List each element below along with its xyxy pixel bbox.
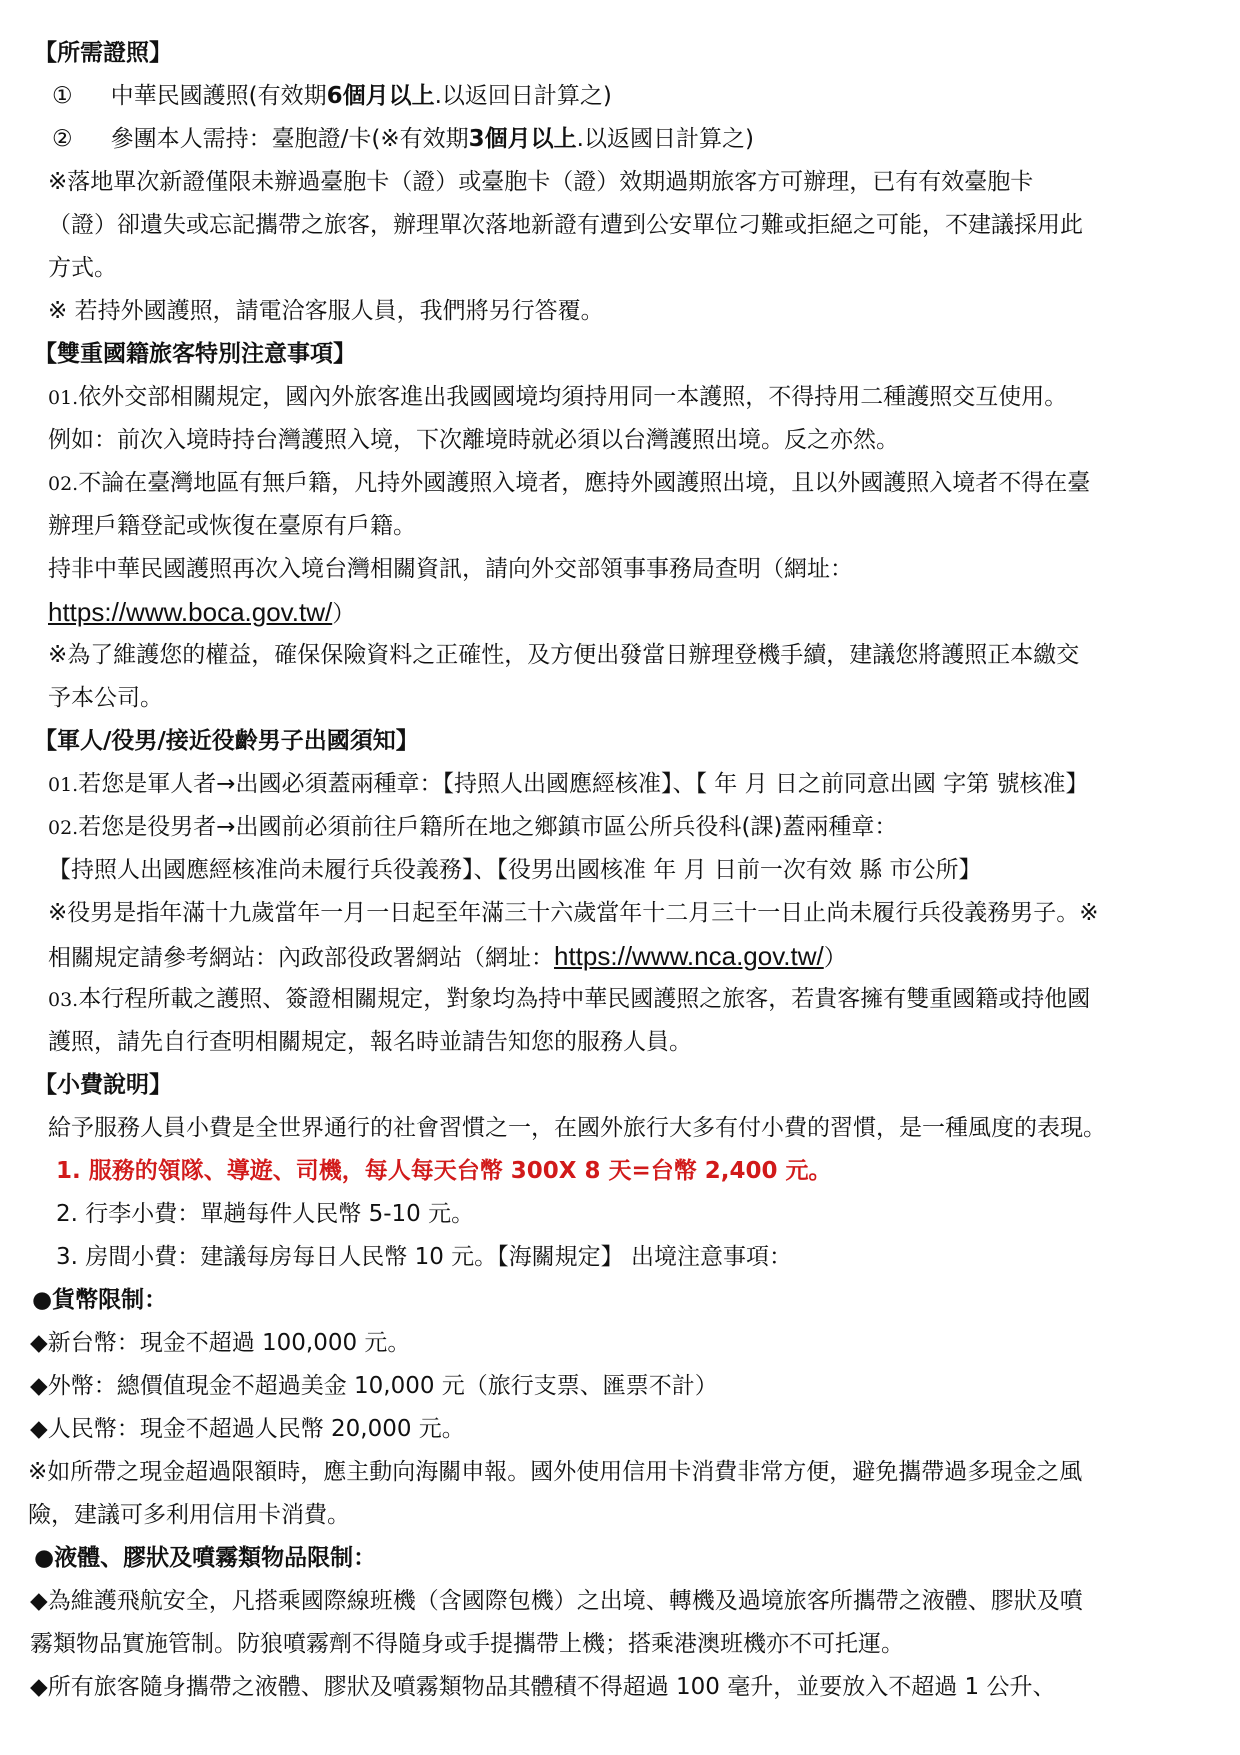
- nca-label: 相關規定請參考網站：內政部役政署網站（網址：: [48, 945, 554, 971]
- currency-foreign: ◆外幣：總價值現金不超過美金 10,000 元（旅行支票、匯票不計）: [30, 1373, 718, 1399]
- military-item-3-cont: 護照，請先自行查明相關規定，報名時並請告知您的服務人員。: [48, 1029, 692, 1055]
- boca-url-line: [48, 597, 355, 629]
- list-item-passport: [52, 81, 612, 111]
- nca-link[interactable]: https://www.nca.gov.tw/: [554, 941, 824, 971]
- item-number: 02.: [48, 473, 79, 495]
- tips-item-room: 3. 房間小費：建議每房每日人民幣 10 元。【海關規定】 出境注意事項：: [56, 1244, 792, 1270]
- liquids-volume-rule: ◆所有旅客隨身攜帶之液體、膠狀及噴霧類物品其體積不得超過 100 毫升，並要放入不超過 1 公升、: [30, 1674, 1056, 1700]
- nca-url-line: [48, 941, 847, 973]
- liquids-rule: ◆為維護飛航安全，凡搭乘國際線班機（含國際包機）之出境、轉機及過境旅客所攜帶之液體、膠狀及噴: [30, 1588, 1083, 1614]
- item-text: 依外交部相關規定，國內外旅客進出我國國境均須持用同一本護照，不得持用二種護照交互使用。: [78, 384, 1068, 410]
- section-title-required-docs: 【所需證照】: [34, 40, 172, 66]
- military-item-1: [48, 769, 1089, 800]
- taibao-text-end: .以返國日計算之): [576, 126, 754, 152]
- item-text: 本行程所載之護照、簽證相關規定，對象均為持中華民國護照之旅客，若貴客擁有雙重國籍或持他國: [78, 986, 1091, 1012]
- note-line: 方式。: [48, 255, 117, 281]
- item-text: 若您是軍人者→出國必須蓋兩種章：【持照人出國應經核准】、【 年 月 日之前同意出國 字第 號核准】: [78, 771, 1089, 797]
- currency-twd: ◆新台幣：現金不超過 100,000 元。: [30, 1330, 411, 1356]
- military-item-2: [48, 812, 897, 843]
- currency-note: ※如所帶之現金超過限額時，應主動向海關申報。國外使用信用卡消費非常方便，避免攜帶過多現金之風: [28, 1459, 1083, 1485]
- dual-example: 例如：前次入境時持台灣護照入境，下次離境時就必須以台灣護照出境。反之亦然。: [48, 427, 899, 453]
- dual-item-2-cont: 辦理戶籍登記或恢復在臺原有戶籍。: [48, 513, 416, 539]
- tips-item-luggage: 2. 行李小費：單趟每件人民幣 5-10 元。: [56, 1201, 475, 1227]
- boca-link[interactable]: https://www.boca.gov.tw/: [48, 597, 333, 627]
- currency-rmb: ◆人民幣：現金不超過人民幣 20,000 元。: [30, 1416, 465, 1442]
- section-title-military: 【軍人/役男/接近役齡男子出國須知】: [34, 728, 419, 754]
- list-item-taibao: [52, 124, 754, 154]
- taibao-validity: 3個月以上: [468, 126, 577, 152]
- passport-text-end: .以返回日計算之): [434, 83, 612, 109]
- section-title-dual-nationality: 【雙重國籍旅客特別注意事項】: [34, 341, 356, 367]
- section-title-tips: 【小費說明】: [34, 1072, 172, 1098]
- item-number: 01.: [48, 774, 79, 796]
- passport-text: 中華民國護照(有效期: [110, 83, 327, 109]
- paren-close: ）: [332, 601, 356, 627]
- note-line: （證）卻遺失或忘記攜帶之旅客，辦理單次落地新證有遭到公安單位刁難或拒絕之可能，不建議採用此: [48, 212, 1083, 238]
- military-definition: ※役男是指年滿十九歲當年一月一日起至年滿三十六歲當年十二月三十一日止尚未履行兵役義務男子。※: [48, 900, 1099, 926]
- circled-number-2: ②: [52, 126, 73, 152]
- dual-item-2: [48, 468, 1090, 499]
- item-number: 03.: [48, 989, 79, 1011]
- tips-item-guide: 1. 服務的領隊、導遊、司機，每人每天台幣 300X 8 天=台幣 2,400 元。: [56, 1158, 832, 1184]
- military-item-3: [48, 984, 1090, 1015]
- dual-item-1: [48, 382, 1067, 413]
- insurance-note: ※為了維護您的權益，確保保險資料之正確性，及方便出發當日辦理登機手續，建議您將護照正本繳交: [48, 642, 1080, 668]
- circled-number-1: ①: [52, 83, 73, 109]
- item-text: 若您是役男者→出國前必須前往戶籍所在地之鄉鎮市區公所兵役科(課)蓋兩種章：: [78, 814, 898, 840]
- item-number: 01.: [48, 387, 79, 409]
- paren-close: ）: [823, 945, 847, 971]
- tips-intro: 給予服務人員小費是全世界通行的社會習慣之一，在國外旅行大多有付小費的習慣，是一種風度的表現。: [48, 1115, 1106, 1141]
- section-title-liquids: ●液體、膠狀及噴霧類物品限制：: [34, 1545, 377, 1571]
- passport-validity: 6個月以上: [326, 83, 435, 109]
- taibao-text: 參團本人需持：臺胞證/卡(※有效期: [110, 126, 469, 152]
- item-text: 不論在臺灣地區有無戶籍，凡持外國護照入境者，應持外國護照出境，且以外國護照入境者不得在臺: [78, 470, 1091, 496]
- military-stamps: 【持照人出國應經核准尚未履行兵役義務】、【役男出國核准 年 月 日前一次有效 縣 市公所】: [48, 857, 982, 883]
- currency-note-cont: 險，建議可多利用信用卡消費。: [28, 1502, 350, 1528]
- section-title-currency: ●貨幣限制：: [32, 1287, 168, 1313]
- note-line: ※落地單次新證僅限未辦過臺胞卡（證）或臺胞卡（證）效期過期旅客方可辦理，已有有效臺胞卡: [48, 169, 1034, 195]
- foreign-passport-note: ※ 若持外國護照，請電洽客服人員，我們將另行答覆。: [48, 298, 604, 324]
- liquids-rule-cont: 霧類物品實施管制。防狼噴霧劑不得隨身或手提攜帶上機；搭乘港澳班機亦不可托運。: [30, 1631, 904, 1657]
- insurance-note-cont: 予本公司。: [48, 685, 163, 711]
- item-number: 02.: [48, 817, 79, 839]
- boca-info: 持非中華民國護照再次入境台灣相關資訊，請向外交部領事事務局查明（網址：: [48, 556, 853, 582]
